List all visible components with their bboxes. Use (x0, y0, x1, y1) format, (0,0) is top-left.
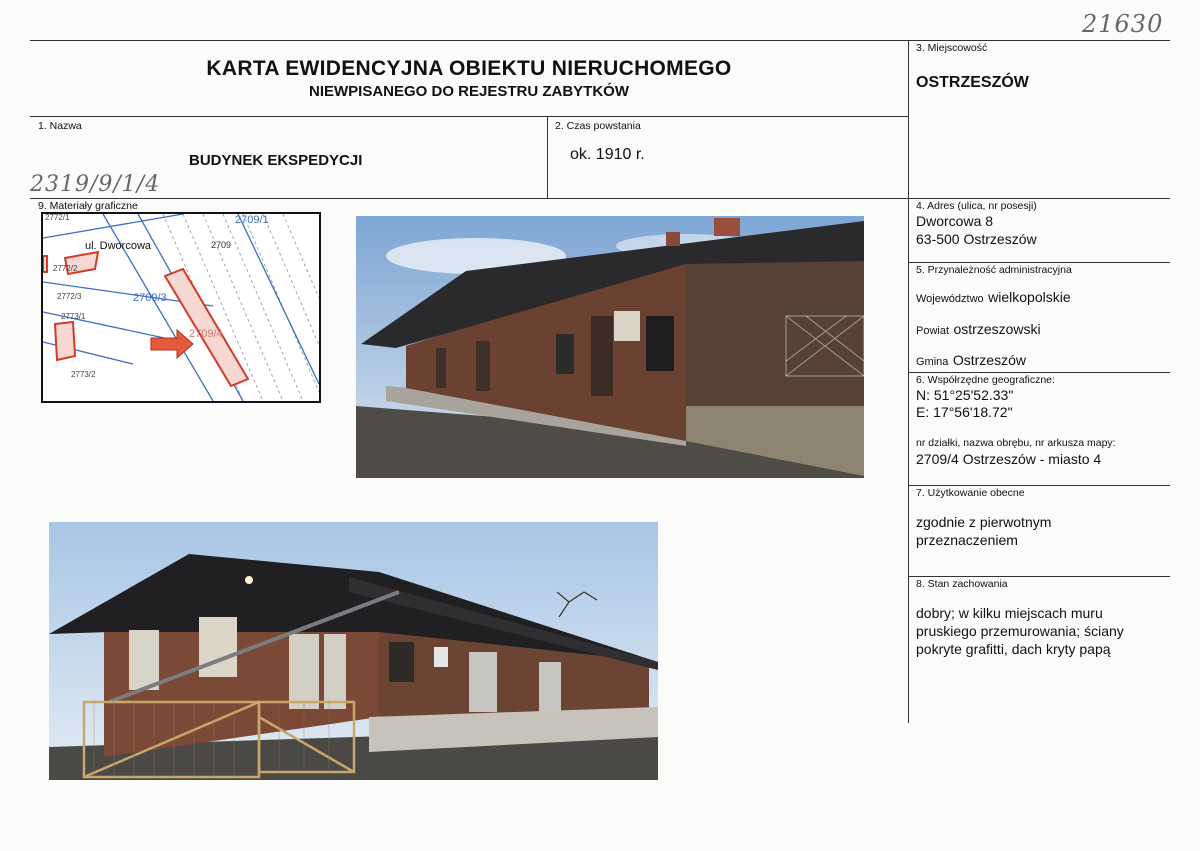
stan-line1: dobry; w kilku miejscach muru (916, 605, 1103, 621)
parcel-label: 2772/1 (45, 213, 70, 222)
uzytkowanie-line2: przeznaczeniem (916, 532, 1018, 548)
right-column-divider (908, 40, 909, 723)
powiat-value: ostrzeszowski (953, 321, 1041, 337)
card-subtitle: NIEWPISANEGO DO REJESTRU ZABYTKÓW (308, 83, 630, 100)
wojewodztwo-row (916, 289, 1071, 307)
parcel-label: 2772/2 (53, 264, 78, 273)
miejscowosc-value: OSTRZESZÓW (916, 74, 1029, 91)
materialy-label: 9. Materiały graficzne (38, 200, 138, 212)
stan-line2: pruskiego przemurowania; ściany (916, 623, 1124, 639)
nazwa-value: BUDYNEK EKSPEDYCJI (189, 152, 363, 169)
miejscowosc-label: 3. Miejscowość (916, 42, 988, 54)
stan-label: 8. Stan zachowania (916, 578, 1008, 590)
stan-line3: pokryte grafitti, dach kryty papą (916, 641, 1111, 657)
map-street-label: ul. Dworcowa (85, 240, 152, 252)
adres-label: 4. Adres (ulica, nr posesji) (916, 200, 1037, 212)
adres-line2: 63-500 Ostrzeszów (916, 231, 1037, 247)
gmina-row (916, 352, 1026, 370)
longitude-value: E: 17°56'18.72" (916, 404, 1013, 420)
uzytkowanie-line1: zgodnie z pierwotnym (916, 514, 1052, 530)
building-photo-1 (356, 216, 864, 478)
parcel-label: 2773/2 (71, 370, 96, 379)
cadastral-map (41, 212, 321, 403)
latitude-value: N: 51°25'52.33" (916, 387, 1014, 403)
top-border (30, 40, 1170, 41)
handwritten-signature: 2319/9/1/4 (30, 172, 161, 197)
parcel-label: 2709/4 (189, 328, 223, 340)
czas-label: 2. Czas powstania (555, 120, 641, 132)
parcel-label: 2773/1 (61, 312, 86, 321)
card-title: KARTA EWIDENCYJNA OBIEKTU NIERUCHOMEGO (206, 57, 732, 80)
parcel-label: 2709/3 (133, 292, 167, 304)
gmina-label: Gmina (916, 356, 949, 368)
powiat-label: Powiat (916, 325, 950, 337)
uzytkowanie-label: 7. Użytkowanie obecne (916, 487, 1025, 499)
czas-value: ok. 1910 r. (570, 146, 645, 163)
parcel-label: 2709/1 (235, 214, 269, 226)
wojewodztwo-label: Województwo (916, 293, 984, 305)
parcel-label: 2772/3 (57, 292, 82, 301)
wojewodztwo-value: wielkopolskie (988, 289, 1071, 305)
building-photo-2 (49, 522, 658, 780)
powiat-row (916, 321, 1041, 339)
dzialka-value: 2709/4 Ostrzeszów - miasto 4 (916, 451, 1102, 467)
adres-line1: Dworcowa 8 (916, 213, 994, 229)
wspolrzedne-label: 6. Współrzędne geograficzne: (916, 374, 1055, 386)
dzialka-label: nr działki, nazwa obrębu, nr arkusza mapy: (916, 437, 1116, 449)
gmina-value: Ostrzeszów (952, 352, 1026, 368)
nazwa-label: 1. Nazwa (38, 120, 82, 132)
catalog-number: 21630 (1082, 10, 1164, 38)
przynaleznosc-label: 5. Przynależność administracyjna (916, 264, 1072, 276)
parcel-label: 2709 (211, 240, 232, 250)
